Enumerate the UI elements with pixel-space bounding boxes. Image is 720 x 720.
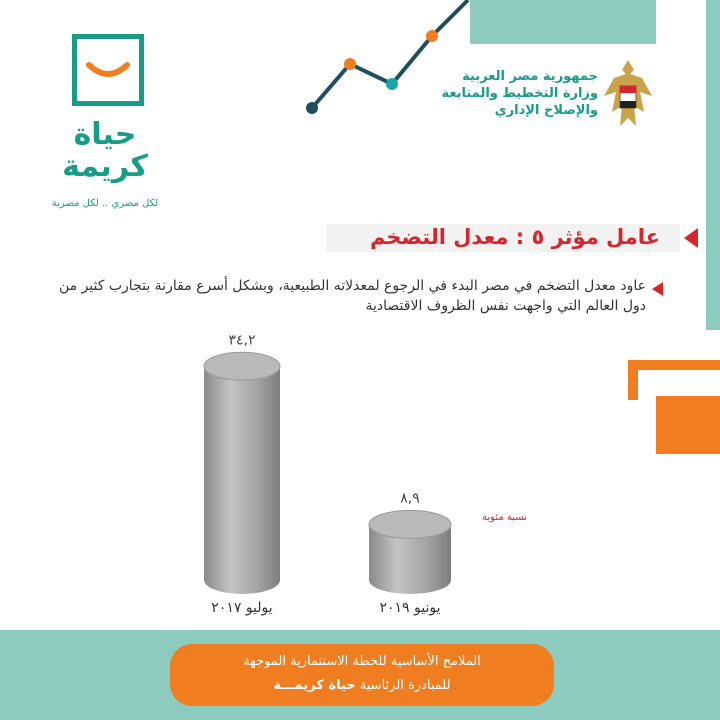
x-tick-label: يونيو ٢٠١٩: [379, 600, 441, 616]
data-label: ٨,٩: [400, 490, 420, 507]
data-label: ٣٤,٢: [228, 332, 256, 349]
logo-tagline: لكل مصري .. لكل مصرية: [51, 198, 159, 209]
unit-label: نسبة مئوية: [482, 512, 527, 523]
logo-frame: [72, 34, 144, 106]
logo-title-line-1: حياة: [73, 117, 137, 152]
orange-decor-line: [628, 360, 720, 370]
x-tick-label: يوليو ٢٠١٧: [211, 600, 273, 616]
eagle-emblem-icon: [600, 56, 656, 132]
orange-decor-square: [656, 396, 720, 454]
top-decor-bar: [470, 0, 656, 44]
ministry-line-3: والإصلاح الإداري: [494, 103, 598, 118]
orange-decor-line: [628, 360, 638, 400]
body-paragraph: عاود معدل التضخم في مصر البدء في الرجوع لمعدلاته الطبيعية، وبشكل أسرع مقارنة بتجارب كثير من دول العالم التي واجهت نفس الظروف الاقتصادية: [58, 278, 646, 314]
bar-top: [204, 352, 280, 380]
ministry-name: [430, 68, 598, 119]
bar: [204, 366, 280, 594]
footer-line-2: [180, 676, 544, 696]
inflation-bar-chart: [150, 332, 527, 616]
smile-icon: [77, 39, 139, 101]
trend-dot: [344, 58, 356, 70]
section-heading: عامل مؤثر ٥ : معدل التضخم: [369, 225, 660, 249]
bullet-arrow-icon: [652, 282, 663, 296]
trend-dot: [306, 102, 318, 114]
ministry-line-2: وزارة التخطيط والمتابعة: [441, 86, 598, 101]
heading-arrow-icon: [684, 228, 698, 248]
ministry-line-1: جمهورية مصر العربية: [462, 69, 598, 84]
right-decor-bar: [706, 0, 720, 330]
trend-dot: [426, 30, 438, 42]
footer-line-2-bold: حياة كريمـــة: [273, 678, 356, 693]
footer-line-1: الملامح الأساسية للخطة الاستثمارية الموجهة: [243, 654, 481, 669]
trend-dot: [386, 78, 398, 90]
bar-top: [369, 510, 451, 538]
footer-line-2-prefix: للمبادرة الرئاسية: [359, 678, 451, 693]
logo-title-line-2: كريمة: [62, 149, 148, 184]
